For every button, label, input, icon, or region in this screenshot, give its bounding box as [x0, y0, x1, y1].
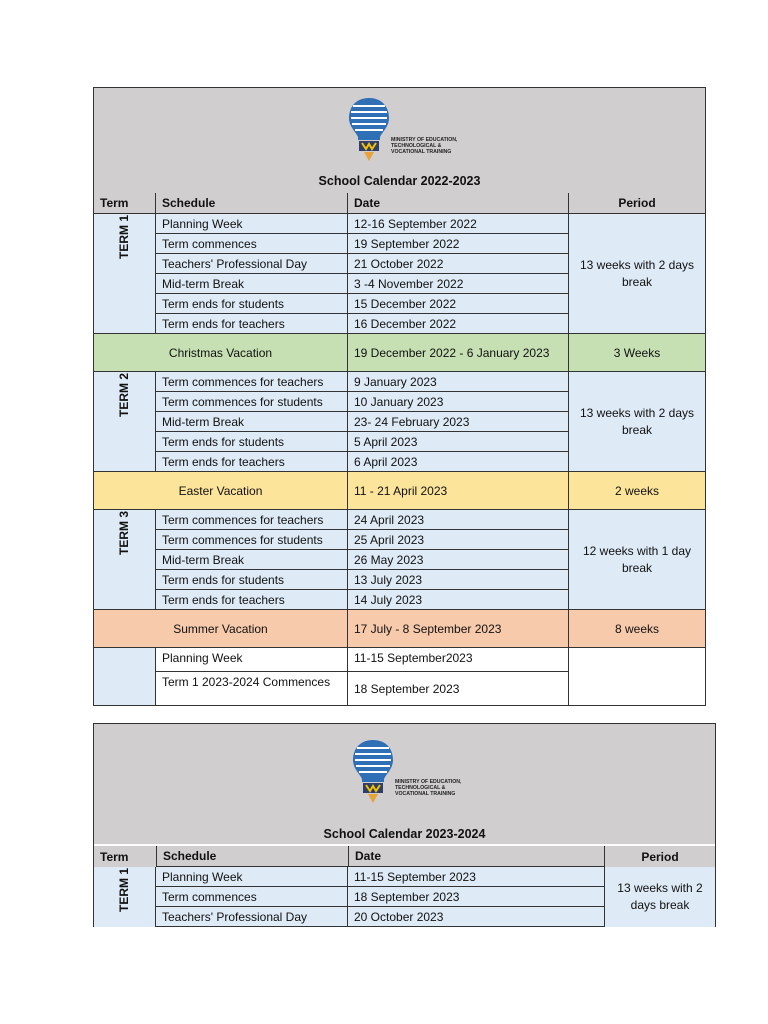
lightbulb-icon — [353, 740, 393, 803]
christmas-vacation-label: Christmas Vacation — [94, 334, 348, 372]
col-header-period: Period — [605, 846, 715, 867]
summer-vacation-label: Summer Vacation — [94, 610, 348, 648]
logo-line-3: VOCATIONAL TRAINING — [391, 149, 452, 155]
table-row-schedule: Term ends for teachers — [156, 314, 348, 334]
col-header-period: Period — [569, 193, 705, 214]
table-row-schedule: Term ends for students — [156, 570, 348, 590]
table-row-date: 24 April 2023 — [348, 510, 569, 530]
ministry-logo — [347, 96, 457, 162]
table-row-schedule: Mid-term Break — [156, 412, 348, 432]
easter-vacation-date: 11 - 21 April 2023 — [348, 472, 569, 510]
table-row-schedule: Term 1 2023-2024 Commences — [156, 672, 348, 705]
next-term-period — [569, 648, 705, 705]
table-row-date: 25 April 2023 — [348, 530, 569, 550]
school-calendar-2022-2023 — [93, 87, 706, 706]
table-row-schedule: Term ends for students — [156, 432, 348, 452]
col-header-date: Date — [348, 193, 569, 214]
table-row-schedule: Term commences for students — [156, 530, 348, 550]
logo-line-1: MINISTRY OF EDUCATION, — [391, 137, 457, 143]
col-header-schedule: Schedule — [156, 846, 348, 867]
table-row-date: 6 April 2023 — [348, 452, 569, 472]
summer-vacation-date: 17 July - 8 September 2023 — [348, 610, 569, 648]
table-row-schedule: Planning Week — [156, 648, 348, 672]
term2-label: TERM 2 — [117, 372, 131, 417]
col-header-term: Term — [94, 846, 156, 867]
christmas-vacation-period: 3 Weeks — [569, 334, 705, 372]
lightbulb-icon — [349, 98, 389, 161]
next-term-label-cell — [94, 648, 156, 705]
table-row-schedule: Term ends for teachers — [156, 590, 348, 610]
table-row-date: 9 January 2023 — [348, 372, 569, 392]
logo-line-3: VOCATIONAL TRAINING — [395, 791, 456, 797]
table-row-schedule: Planning Week — [156, 214, 348, 234]
table-row-date: 10 January 2023 — [348, 392, 569, 412]
term3-label: TERM 3 — [117, 510, 131, 555]
calendar-title: School Calendar 2022-2023 — [318, 174, 481, 188]
summer-vacation-period: 8 weeks — [569, 610, 705, 648]
table-row-date: 20 October 2023 — [348, 907, 605, 927]
calendar-title: School Calendar 2023-2024 — [323, 827, 486, 841]
calendar-header — [94, 88, 705, 194]
term3-period: 12 weeks with 1 day break — [569, 510, 705, 610]
table-row-schedule: Planning Week — [156, 867, 348, 887]
table-row-date: 11-15 September2023 — [348, 648, 569, 672]
term2-period: 13 weeks with 2 days break — [569, 372, 705, 472]
school-calendar-2023-2024 — [93, 723, 716, 927]
table-row-date: 13 July 2023 — [348, 570, 569, 590]
table-row-schedule: Term ends for teachers — [156, 452, 348, 472]
table-row-schedule: Mid-term Break — [156, 274, 348, 294]
col-header-date: Date — [348, 846, 605, 867]
table-row-date: 15 December 2022 — [348, 294, 569, 314]
term1-period: 13 weeks with 2 days break — [605, 867, 715, 927]
table-row-date: 26 May 2023 — [348, 550, 569, 570]
table-row-date: 3 -4 November 2022 — [348, 274, 569, 294]
calendar-header — [94, 724, 715, 844]
table-row-date: 18 September 2023 — [348, 672, 569, 705]
table-row-schedule: Mid-term Break — [156, 550, 348, 570]
table-row-date: 5 April 2023 — [348, 432, 569, 452]
term1-label: TERM 1 — [117, 867, 131, 912]
ministry-logo — [351, 738, 461, 804]
term1-period: 13 weeks with 2 days break — [569, 214, 705, 334]
table-row-schedule: Teachers' Professional Day — [156, 907, 348, 927]
easter-vacation-label: Easter Vacation — [94, 472, 348, 510]
logo-line-2: TECHNOLOGICAL & — [395, 785, 446, 791]
easter-vacation-period: 2 weeks — [569, 472, 705, 510]
table-row-schedule: Term commences — [156, 887, 348, 907]
table-row-date: 16 December 2022 — [348, 314, 569, 334]
term1-label: TERM 1 — [117, 214, 131, 259]
table-row-date: 21 October 2022 — [348, 254, 569, 274]
table-row-date: 18 September 2023 — [348, 887, 605, 907]
logo-line-2: TECHNOLOGICAL & — [391, 143, 442, 149]
col-header-schedule: Schedule — [156, 193, 348, 214]
table-row-date: 23- 24 February 2023 — [348, 412, 569, 432]
table-row-schedule: Teachers' Professional Day — [156, 254, 348, 274]
table-row-schedule: Term ends for students — [156, 294, 348, 314]
table-row-schedule: Term commences for teachers — [156, 372, 348, 392]
table-row-date: 19 September 2022 — [348, 234, 569, 254]
logo-line-1: MINISTRY OF EDUCATION, — [395, 779, 461, 785]
table-row-schedule: Term commences for teachers — [156, 510, 348, 530]
table-row-date: 12-16 September 2022 — [348, 214, 569, 234]
table-row-schedule: Term commences — [156, 234, 348, 254]
table-row-schedule: Term commences for students — [156, 392, 348, 412]
table-row-date: 11-15 September 2023 — [348, 867, 605, 887]
col-header-term: Term — [94, 193, 156, 214]
table-row-date: 14 July 2023 — [348, 590, 569, 610]
christmas-vacation-date: 19 December 2022 - 6 January 2023 — [348, 334, 569, 372]
